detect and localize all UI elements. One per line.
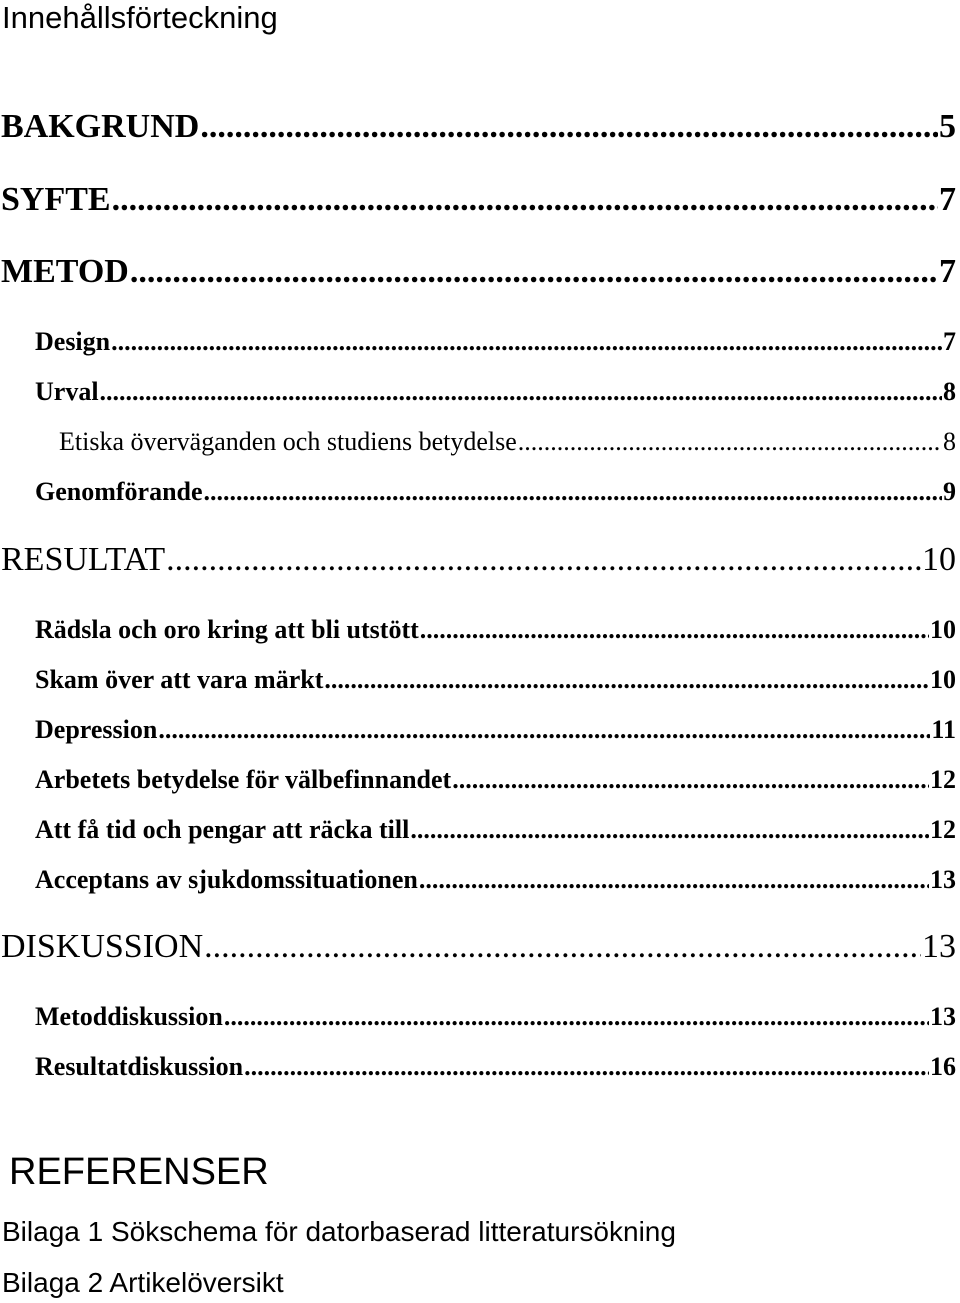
- toc-entry-etiska[interactable]: [59, 426, 956, 458]
- toc-page-number: 12: [930, 815, 956, 844]
- references-heading: REFERENSER: [9, 1151, 269, 1193]
- toc-leader: [130, 252, 938, 292]
- toc-entry-skam[interactable]: [35, 664, 956, 696]
- toc-leader: [204, 927, 921, 967]
- toc-leader: [419, 864, 929, 896]
- toc-entry-bakgrund[interactable]: [1, 107, 956, 147]
- toc-page-number: 8: [943, 427, 956, 456]
- toc-leader: [420, 614, 929, 646]
- appendix-1: Bilaga 1 Sökschema för datorbaserad litteratursökning: [2, 1216, 676, 1247]
- toc-page-number: 10: [930, 665, 956, 694]
- toc-page-number: 13: [922, 928, 956, 965]
- toc-leader: [100, 376, 942, 408]
- toc-entry-design[interactable]: [35, 326, 956, 358]
- appendix-2: Bilaga 2 Artikelöversikt: [2, 1267, 284, 1298]
- toc-label: Resultatdiskussion: [35, 1052, 244, 1081]
- toc-entry-arbetets[interactable]: [35, 764, 956, 796]
- toc-label: Rädsla och oro kring att bli utstött: [35, 615, 419, 644]
- toc-leader: [166, 540, 921, 580]
- toc-label: Arbetets betydelse för välbefinnandet: [35, 765, 452, 794]
- toc-label: BAKGRUND: [1, 108, 200, 145]
- toc-leader: [111, 326, 942, 358]
- toc-entry-metoddiskussion[interactable]: [35, 1001, 956, 1033]
- toc-label: Genomförande: [35, 477, 203, 506]
- toc-page-number: 5: [939, 108, 956, 145]
- toc-label: DISKUSSION: [1, 928, 204, 965]
- toc-page-number: 7: [939, 181, 956, 218]
- page-title: Innehållsförteckning: [2, 0, 278, 35]
- toc-entry-metod[interactable]: [1, 252, 956, 292]
- toc-label: RESULTAT: [1, 541, 166, 578]
- toc-label: Etiska överväganden och studiens betydelse: [59, 427, 517, 456]
- toc-page-number: 10: [922, 541, 956, 578]
- toc-label: Skam över att vara märkt: [35, 665, 324, 694]
- toc-entry-syfte[interactable]: [1, 180, 956, 220]
- toc-page-number: 7: [943, 327, 956, 356]
- toc-page-number: 7: [939, 253, 956, 290]
- toc-label: METOD: [1, 253, 129, 290]
- toc-leader: [410, 814, 929, 846]
- toc-page-number: 11: [931, 715, 956, 744]
- toc-label: SYFTE: [1, 181, 111, 218]
- toc-leader: [200, 107, 938, 147]
- toc-entry-depression[interactable]: [35, 714, 956, 746]
- toc-page-number: 8: [943, 377, 956, 406]
- toc-page-number: 12: [930, 765, 956, 794]
- toc-leader: [112, 180, 938, 220]
- toc-label: Acceptans av sjukdomssituationen: [35, 865, 418, 894]
- toc-leader: [224, 1001, 929, 1033]
- toc-leader: [158, 714, 930, 746]
- toc-page-number: 13: [930, 865, 956, 894]
- toc-label: Depression: [35, 715, 158, 744]
- toc-page-number: 10: [930, 615, 956, 644]
- toc-label: Att få tid och pengar att räcka till: [35, 815, 410, 844]
- toc-entry-urval[interactable]: [35, 376, 956, 408]
- toc-entry-attfa[interactable]: [35, 814, 956, 846]
- toc-entry-genomforande[interactable]: [35, 476, 956, 508]
- toc-entry-resultat[interactable]: [1, 540, 956, 580]
- toc-label: Design: [35, 327, 111, 356]
- toc-entry-radsla[interactable]: [35, 614, 956, 646]
- toc-leader: [204, 476, 942, 508]
- toc-leader: [324, 664, 929, 696]
- toc-page-number: 13: [930, 1002, 956, 1031]
- toc-leader: [518, 426, 942, 458]
- toc-entry-acceptans[interactable]: [35, 864, 956, 896]
- toc-leader: [244, 1051, 929, 1083]
- toc-leader: [452, 764, 929, 796]
- toc-label: Metoddiskussion: [35, 1002, 223, 1031]
- toc-page-number: 9: [943, 477, 956, 506]
- toc-entry-resultatdiskussion[interactable]: [35, 1051, 956, 1083]
- toc-label: Urval: [35, 377, 99, 406]
- toc-entry-diskussion[interactable]: [1, 927, 956, 967]
- toc-page-number: 16: [930, 1052, 956, 1081]
